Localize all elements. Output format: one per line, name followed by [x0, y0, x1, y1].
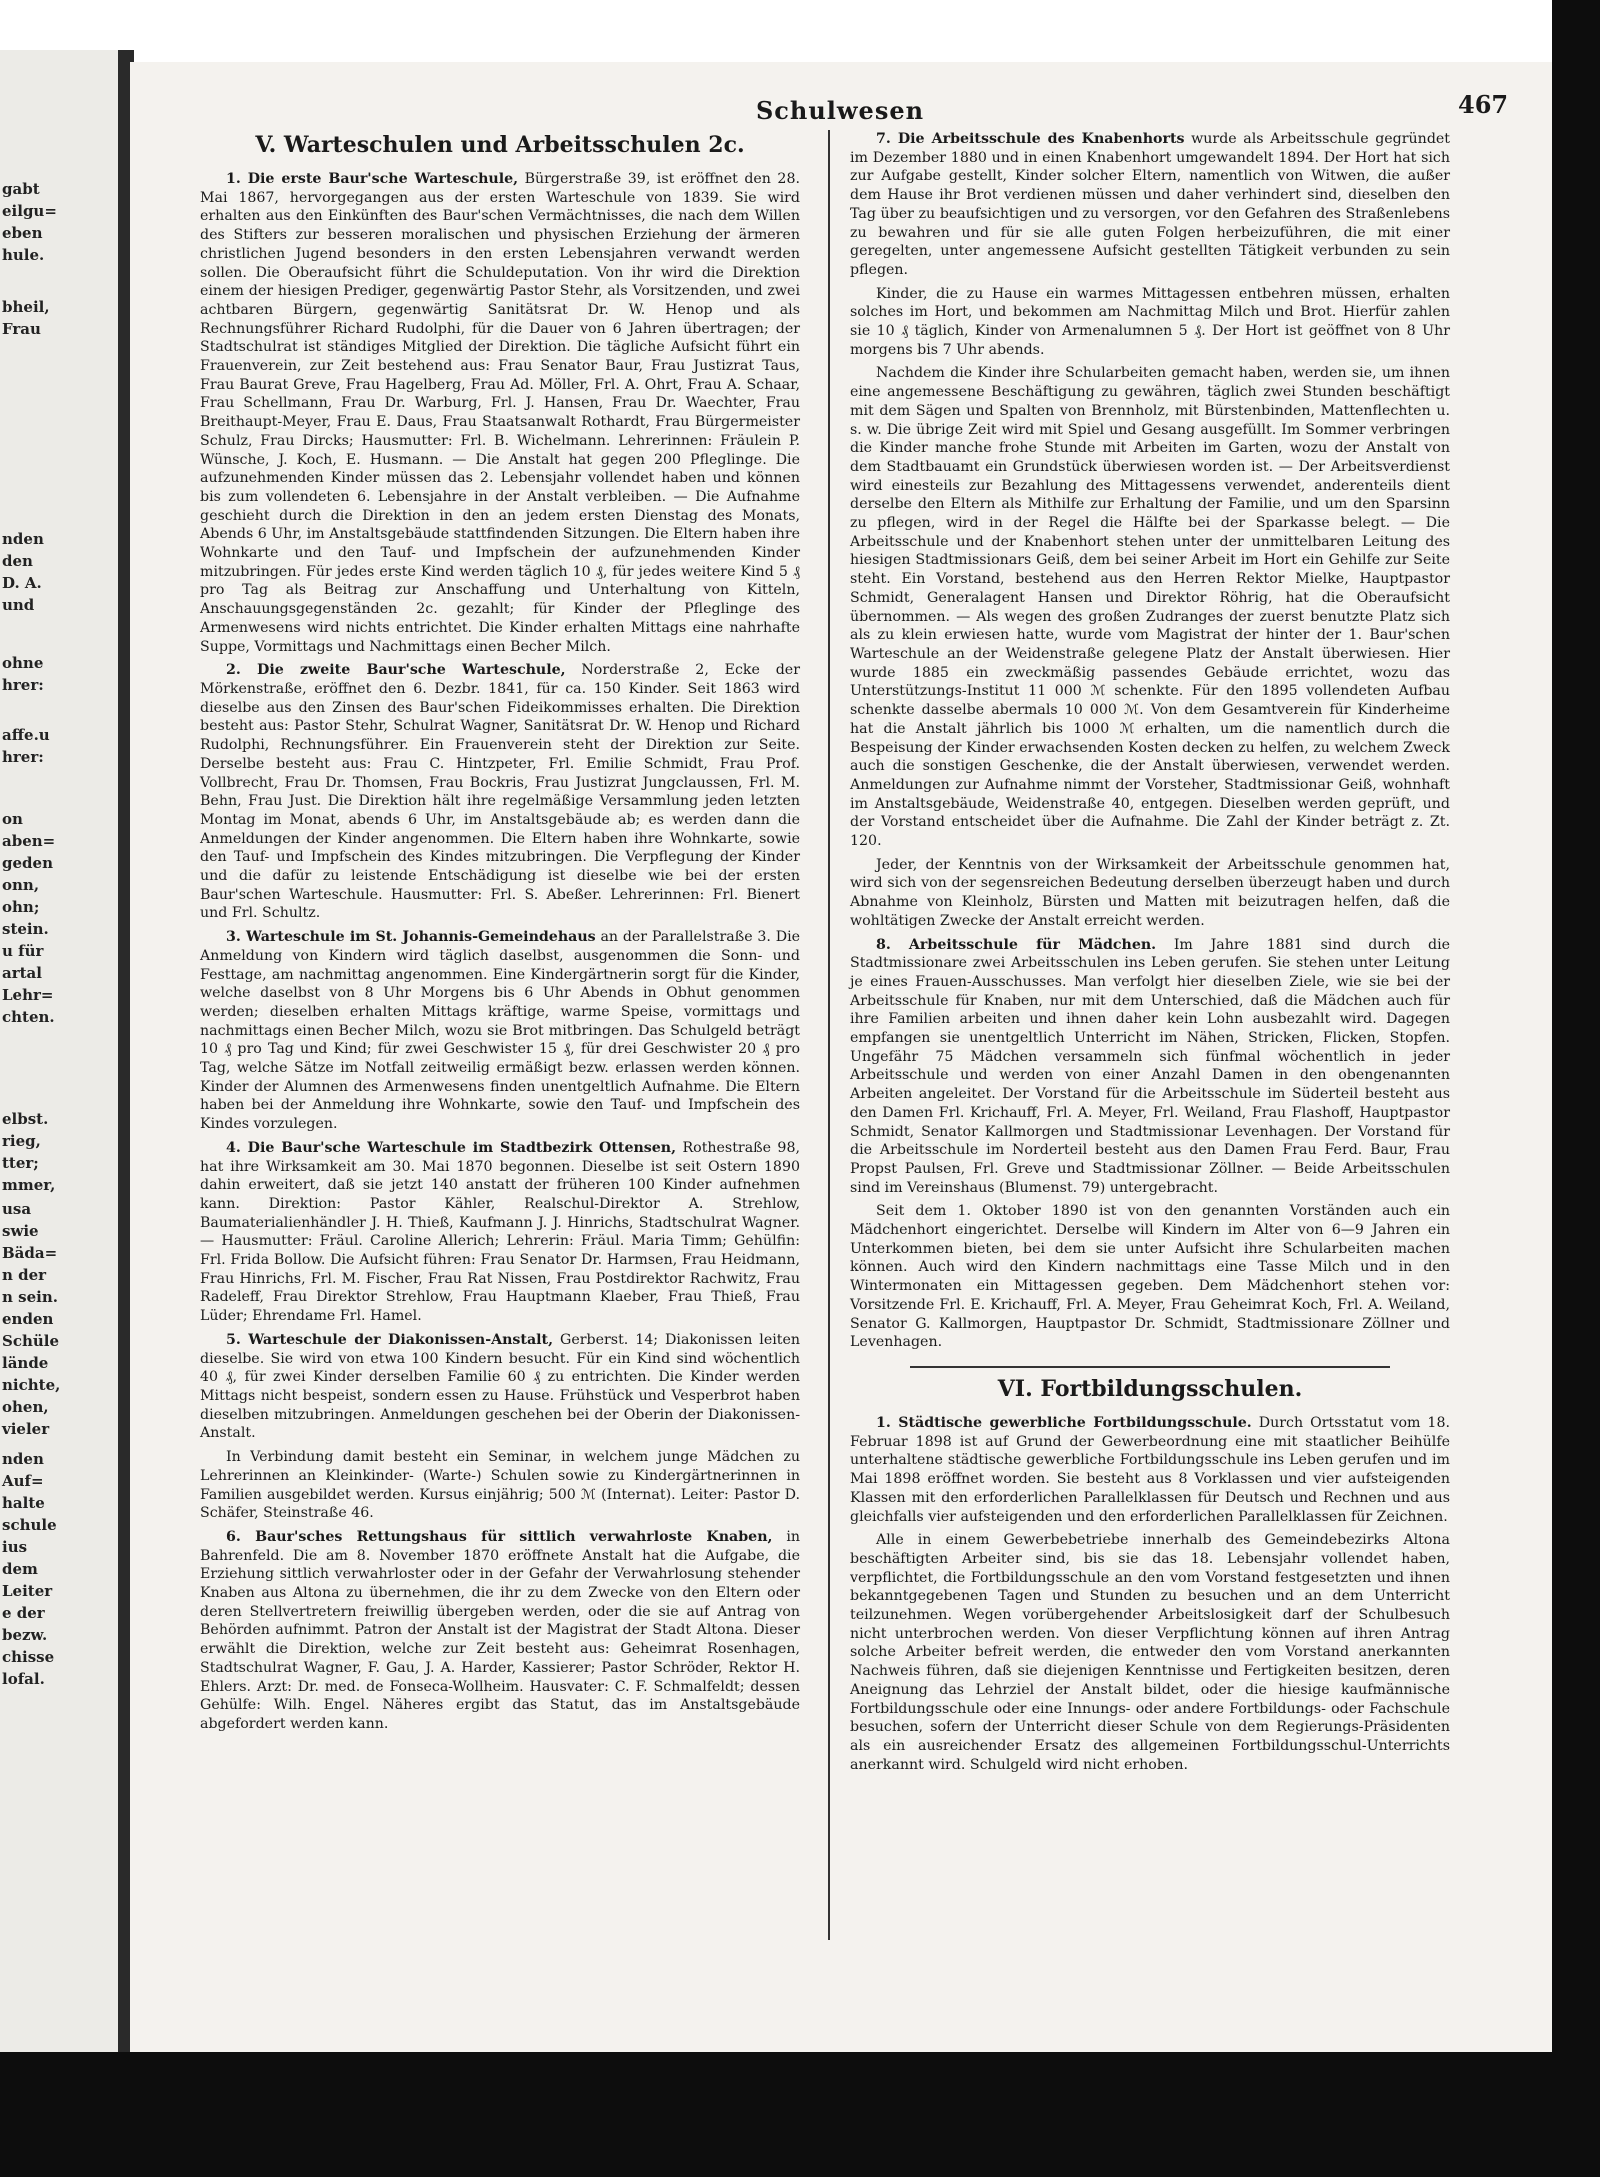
paragraph-lead: 2. Die zweite Baur'sche Warteschule, [226, 662, 566, 679]
prev-page-fragment: D. A. [2, 574, 42, 592]
running-head: Schulwesen [755, 96, 925, 125]
prev-page-fragment: halte [2, 1494, 45, 1512]
paragraph [200, 661, 800, 923]
paragraph-lead: 7. Die Arbeitsschule des Knabenhorts [876, 131, 1185, 147]
paragraph-lead: 3. Warteschule im St. Johannis-Gemeindehaus [226, 929, 596, 946]
prev-page-fragment: gabt [2, 180, 40, 198]
prev-page-fragment: Schüle [2, 1332, 60, 1350]
paragraph-lead: 4. Die Baur'sche Warteschule im Stadtbezirk Ottensen, [226, 1139, 677, 1156]
prev-page-fragment: nden [2, 1450, 44, 1468]
paragraph-text: Rothestraße 98, hat ihre Wirksamkeit am 30. Mai 1870 begonnen. Dieselbe ist seit Ostern 1890 dahin erweitert, daß sie jetzt 140 anstatt der früheren 100 Kinder aufnehmen kann. Direktion: Pastor Kähler, Realschul-Direktor A. Strehlow, Baumaterialienhändler J. H. Thieß, Kaufmann J. J. Hinrichs, Stadtschulrat Wagner. — Hausmutter: Fräul. Caroline Allerich; Lehrerin: Fräul. Maria Timm; Gehülfin: Frl. Frida Bollow. Die Aufsicht führen: Frau Senator Dr. Harmsen, Frau Heidmann, Frau Hinrichs, Frl. M. Fischer, Frau Rat Nissen, Frau Postdirektor Rachwitz, Frau Radeleff, Frau Direktor Strehlow, Frau Hauptmann Klaeber, Frau Thieß, Frau Lüder; Ehrendame Frl. Hamel. [200, 1139, 800, 1325]
prev-page-fragment: n der [2, 1266, 47, 1284]
prev-page-fragment: dem [2, 1560, 38, 1578]
scan-border-right [1552, 0, 1600, 2177]
prev-page-fragment: eilgu= [2, 202, 57, 220]
prev-page-fragment: enden [2, 1310, 54, 1328]
paragraph-text: Durch Ortsstatut vom 18. Februar 1898 ist auf Grund der Gewerbeordnung eine mit staatlicher Beihülfe unterhaltene städtische gewerbliche Fortbildungsschule ins Leben gerufen und im Mai 1898 eröffnet worden. Sie besteht aus 8 Vorklassen und vier aufsteigenden Klassen mit den erforderlichen Parallelklassen für Deutsch und Rechnen und aus gleichfalls vier aufsteigenden und den erforderlichen Parallelklassen für Zeichnen. [850, 1415, 1450, 1525]
scan-border-bottom [0, 2052, 1600, 2177]
prev-page-fragment: Lehr= [2, 986, 54, 1004]
paragraph [850, 856, 1450, 931]
left-column [200, 130, 800, 1739]
prev-page-fragment: chten. [2, 1008, 55, 1026]
prev-page-fragment: geden [2, 854, 53, 872]
prev-page-fragment: affe.u [2, 726, 50, 744]
paragraph-text: Kinder, die zu Hause ein warmes Mittagessen entbehren müssen, erhalten solches im Hort, und bekommen am Nachmittag Milch und Brot. Hierfür zahlen sie 10 ₰ täglich, Kinder von Armenalumnen 5 ₰. Der Hort ist geöffnet von 8 Uhr morgens bis 7 Uhr abends. [850, 285, 1450, 358]
paragraph [200, 1528, 800, 1734]
prev-page-fragment: rieg, [2, 1132, 41, 1150]
paragraph-text: wurde als Arbeitsschule gegründet im Dezember 1880 und in einen Knabenhort umgewandelt 1894. Der Hort hat sich zur Aufgabe gestellt, Kinder solcher Eltern, namentlich von Witwen, die außer dem Hause ihr Brot verdienen müssen und daher verhindert sind, dieselben den Tag über zu beaufsichtigen und zu versorgen, vor den Gefahren des Straßenlebens zu bewahren und für sie alle guten Folgen herbeizuführen, die mit einer geregelten, unter angemessene Aufsicht gestellten Tätigkeit verbunden zu sein pflegen. [850, 131, 1450, 278]
paragraph-lead: 1. Städtische gewerbliche Fortbildungsschule. [876, 1415, 1252, 1431]
prev-page-fragment: Leiter [2, 1582, 53, 1600]
prev-page-fragment: aben= [2, 832, 56, 850]
prev-page-fragment: hrer: [2, 676, 44, 694]
prev-page-fragment: schule [2, 1516, 57, 1534]
paragraph [850, 936, 1450, 1198]
prev-page-fragment: elbst. [2, 1110, 49, 1128]
right-paragraphs-section-v [850, 130, 1450, 1352]
paragraph-lead: 1. Die erste Baur'sche Warteschule, [226, 171, 519, 187]
prev-page-fragment: stein. [2, 920, 49, 938]
left-paragraphs [200, 170, 800, 1734]
prev-page-fragment: bezw. [2, 1626, 48, 1644]
prev-page-fragment: hule. [2, 246, 45, 264]
previous-page-strip [0, 50, 118, 2052]
prev-page-fragment: n sein. [2, 1288, 58, 1306]
paragraph-text: Nachdem die Kinder ihre Schularbeiten gemacht haben, werden sie, um ihnen eine angemessene Beschäftigung zu gewähren, täglich zwei Stunden beschäftigt mit dem Sägen und Spalten von Brennholz, mit Bürstenbinden, Mattenflechten u. s. w. Die übrige Zeit wird mit Spiel und Gesang ausgefüllt. Im Sommer verbringen die Kinder manche frohe Stunde mit Arbeiten im Garten, wozu der Anstalt von dem Stadtbauamt ein Grundstück überwiesen worden ist. — Der Arbeitsverdienst wird einesteils zur Bezahlung des Mittagessens verwendet, anderenteils dient derselbe den Eltern als Mithilfe zur Erhaltung der Familie, und um den Sparsinn zu pflegen, wird in der Regel die Hälfte bei der Sparkasse belegt. — Die Arbeitsschule und der Knabenhort stehen unter der unmittelbaren Leitung des hiesigen Stadtmissionars Geiß, dem bei seiner Arbeit im Hort ein Gehilfe zur Seite steht. Ein Vorstand, bestehend aus den Herren Rektor Mielke, Hauptpastor Schmidt, Generalagent Hansen und Direktor Röhrig, hat die Oberaufsicht übernommen. — Als wegen des großen Zudranges der zuerst benutzte Platz sich als zu klein erwiesen hatte, wurde vom Magistrat der hinter der 1. Baur'schen Warteschule an der Weidenstraße gelegene Platz der Anstalt überwiesen. Hier wurde 1885 ein zweckmäßig passendes Gebäude errichtet, wozu das Unterstützungs-Institut 11 000 ℳ schenkte. Für den 1895 vollendeten Aufbau schenkte dasselbe abermals 10 000 ℳ. Von dem Gesamtverein für Kinderheime hat die Anstalt jährlich bis 1000 ℳ erhalten, um die namentlich durch die Bespeisung der Kinder erwachsenden Kosten decken zu helfen, zu welchem Zweck auch die sonstigen Geschenke, die der Anstalt überwiesen, verwendet werden. Anmeldungen zur Aufnahme nimmt der Vorsteher, Stadtmissionar Geiß, wohnhaft im Anstaltsgebäude, Weidenstraße 40, entgegen. Dieselben werden geprüft, und der Vorstand entscheidet über die Aufnahme. Die Zahl der Kinder beträgt z. Zt. 120. [850, 365, 1450, 850]
paragraph [850, 1414, 1450, 1526]
paragraph [850, 1202, 1450, 1352]
paragraph-text: Seit dem 1. Oktober 1890 ist von den genannten Vorständen auch ein Mädchenhort eingerichtet. Derselbe will Kindern im Alter von 6—9 Jahren ein Unterkommen bieten, bei dem sie unter Aufsicht ihre Schularbeiten machen können. Auch wird den Kindern nachmittags eine Tasse Milch und in den Wintermonaten ein Mittagessen gegeben. Dem Mädchenhort stehen vor: Vorsitzende Frl. E. Krichauff, Frl. A. Meyer, Frau Geheimrat Koch, Frl. A. Weiland, Senator G. Kallmorgen, Hauptpastor Dr. Schmidt, Stadtmissionare Zöllner und Levenhagen. [850, 1203, 1450, 1351]
right-paragraphs-section-vi [850, 1414, 1450, 1774]
paragraph-text: Gerberst. 14; Diakonissen leiten dieselbe. Sie wird von etwa 100 Kindern besucht. Für ein Kind sind wöchentlich 40 ₰, für zwei Kinder derselben Familie 60 ₰ zu entrichten. Die Kinder werden Mittags nicht bespeist, sondern essen zu Hause. Frühstück und Vesperbrot haben dieselben mitzubringen. Anmeldungen geschehen bei der Oberin der Diakonissen-Anstalt. [200, 1331, 800, 1442]
prev-page-fragment: lände [2, 1354, 49, 1372]
paragraph [200, 1448, 800, 1523]
prev-page-fragment: lofal. [2, 1670, 45, 1688]
prev-page-fragment: e der [2, 1604, 45, 1622]
prev-page-fragment: mmer, [2, 1176, 56, 1194]
paragraph [200, 170, 800, 656]
page-number: 467 [1458, 90, 1509, 119]
paragraph-text: Jeder, der Kenntnis von der Wirksamkeit der Arbeitsschule genommen hat, wird sich von der segensreichen Bedeutung derselben überzeugt haben und durch Abnahme von Kleinholz, Bürsten und Matten mit beizutragen helfen, daß die wohltätigen Zwecke der Anstalt erreicht werden. [850, 856, 1450, 929]
paragraph-lead: 5. Warteschule der Diakonissen-Anstalt, [226, 1331, 554, 1348]
prev-page-fragment: artal [2, 964, 42, 982]
paragraph-text: Bürgerstraße 39, ist eröffnet den 28. Mai 1867, hervorgegangen aus der ersten Warteschule von 1839. Sie wird erhalten aus den Einkünften des Baur'schen Vermächtnisses, die nach dem Willen des Stifters zur besseren moralischen und physischen Erziehung der ärmeren christlichen Jugend besonders in den ersten Lebensjahren verwandt werden sollen. Die Oberaufsicht führt die Schuldeputation. Von ihr wird die Direktion einem der hiesigen Prediger, gegenwärtig Pastor Stehr, als Vorsitzenden, und zwei achtbaren Bürgern, gegenwärtig Sanitätsrat Dr. W. Henop und als Rechnungsführer Richard Rudolphi, für die Dauer von 6 Jahren übertragen; der Stadtschulrat ist ständiges Mitglied der Direktion. Die tägliche Aufsicht führt ein Frauenverein, zur Zeit bestehend aus: Frau Senator Baur, Frau Justizrat Taus, Frau Baurat Greve, Frau Hagelberg, Frau Ad. Möller, Frl. A. Ohrt, Frau A. Schaar, Frau Schellmann, Frau Dr. Warburg, Frl. J. Hansen, Frau Dr. Waechter, Frau Breithaupt-Meyer, Frau E. Daus, Frau Staatsanwalt Rothardt, Frau Bürgermeister Schulz, Frau Dircks; Hausmutter: Frl. B. Wichelmann. Lehrerinnen: Fräulein P. Wünsche, J. Koch, E. Husmann. — Die Anstalt hat gegen 200 Pfleglinge. Die aufzunehmenden Kinder müssen das 2. Lebensjahr vollendet haben und können bis zum vollendeten 6. Lebensjahre in der Anstalt verbleiben. — Die Aufnahme geschieht durch die Direktion in den an jedem ersten Dienstag des Monats, Abends 6 Uhr, im Anstaltsgebäude stattfindenden Sitzungen. Die Eltern haben ihre Wohnkarte und den Tauf- und Impfschein der aufzunehmenden Kinder mitzubringen. Für jedes erste Kind werden täglich 10 ₰, für jedes weitere Kind 5 ₰ pro Tag als Beitrag zur Anschaffung und Unterhaltung von Kitteln, Anschauungsgegenständen 2c. gezahlt; für Kinder der Pfleglinge des Armenwesens wird nichts entrichtet. Die Kinder erhalten Mittags eine nahrhafte Suppe, Vormittags und Nachmittags einen Becher Milch. [200, 171, 800, 655]
paragraph-text: Norderstraße 2, Ecke der Mörkenstraße, eröffnet den 6. Dezbr. 1841, für ca. 150 Kinder. Seit 1863 wird dieselbe aus den Zinsen des Baur'schen Fideikommisses erhalten. Die Direktion besteht aus: Pastor Stehr, Schulrat Wagner, Sanitätsrat Dr. W. Henop und Richard Rudolphi, Rechnungsführer. Ein Frauenverein steht der Direktion zur Seite. Derselbe besteht aus: Frau C. Hintzpeter, Frl. Emilie Schmidt, Frau Prof. Vollbrecht, Frau Dr. Thomsen, Frau Bockris, Frau Justizrat Jungclaussen, Frl. M. Behn, Frau Just. Die Direktion hält ihre regelmäßige Versammlung jeden letzten Montag im Monat, abends 6 Uhr, im Anstaltsgebäude ab; es werden dann die Anmeldungen der Kinder angenommen. Die Eltern haben ihre Wohnkarte, sowie den Tauf- und Impfschein des Kindes mitzubringen. Die Verpflegung der Kinder und die dafür zu leistende Entschädigung ist dieselbe wie bei der ersten Baur'schen Warteschule. Hausmutter: Frl. S. Abeßer. Lehrerinnen: Frl. Bienert und Frl. Schultz. [200, 662, 800, 922]
prev-page-fragment: den [2, 552, 33, 570]
prev-page-fragment: hrer: [2, 748, 44, 766]
prev-page-fragment: nden [2, 530, 44, 548]
paragraph [850, 1531, 1450, 1774]
paragraph [200, 1331, 800, 1443]
prev-page-fragment: usa [2, 1200, 32, 1218]
prev-page-fragment: chisse [2, 1648, 55, 1666]
prev-page-fragment: on [2, 810, 23, 828]
prev-page-fragment: und [2, 596, 35, 614]
paragraph-text: Im Jahre 1881 sind durch die Stadtmissionare zwei Arbeitsschulen ins Leben gerufen. Sie stehen unter Leitung je eines Frauen-Ausschusses. Man verfolgt hier dieselben Ziele, wie sie bei der Arbeitsschule für Knaben, nur mit dem Unterschied, daß die Mädchen auch für ihre Familien arbeiten und ihnen daher kein Lohn ausbezahlt wird. Dagegen empfangen sie unentgeltlich Unterricht im Nähen, Stricken, Flicken, Stopfen. Ungefähr 75 Mädchen versammeln sich fünfmal wöchentlich in jeder Arbeitsschule und werden von einer Anzahl Damen in den obengenannten Arbeiten angeleitet. Der Vorstand für die Arbeitsschule im Süderteil besteht aus den Damen Frl. Krichauff, Frl. A. Meyer, Frl. Weiland, Frau Flashoff, Hauptpastor Schmidt, Senator Kallmorgen und Stadtmissionar Levenhagen. Der Vorstand für die Arbeitsschule im Norderteil besteht aus den Damen Frau Ferd. Baur, Frau Propst Paulsen, Frl. Greve und Stadtmissionar Zöllner. — Beide Arbeitsschulen sind im Vereinshaus (Blumenst. 79) untergebracht. [850, 936, 1451, 1196]
paragraph-text: an der Parallelstraße 3. Die Anmeldung von Kindern wird täglich daselbst, ausgenommen die Sonn- und Festtage, am nachmittag angenommen. Eine Kindergärtnerin sorgt für die Kinder, welche daselbst von 8 Uhr Morgens bis 6 Uhr Abends in Obhut genommen werden; dieselben erhalten Mittags kräftige, warme Speise, vormittags und nachmittags einen Becher Milch, wozu sie Brot mitbringen. Das Schulgeld beträgt 10 ₰ pro Tag und Kind; für zwei Geschwister 15 ₰, für drei Geschwister 20 ₰ pro Tag, welche Sätze im Notfall zeitweilig ermäßigt bezw. erlassen werden können. Kinder der Alumnen des Armenwesens finden unentgeltlich Aufnahme. Die Eltern haben bei der Anmeldung ihre Wohnkarte, sowie den Tauf- und Impfschein des Kindes vorzulegen. [200, 929, 801, 1133]
section-vi-title: VI. Fortbildungsschulen. [997, 1376, 1303, 1402]
prev-page-fragment: swie [2, 1222, 39, 1240]
paragraph [200, 1139, 800, 1326]
column-divider [828, 130, 830, 1940]
section-v-title: V. Warteschulen und Arbeitsschulen 2c. [255, 132, 745, 158]
prev-page-fragment: ohne [2, 654, 44, 672]
prev-page-fragment: bheil, [2, 298, 50, 316]
right-column [850, 130, 1450, 1779]
prev-page-fragment: ohen, [2, 1398, 49, 1416]
section-rule [910, 1366, 1390, 1368]
paragraph [850, 130, 1450, 280]
paragraph-text: In Verbindung damit besteht ein Seminar, in welchem junge Mädchen zu Lehrerinnen an Kleinkinder- (Warte-) Schulen sowie zu Kindergärtnerinnen in Familien ausgebildet werden. Kursus einjährig; 500 ℳ (Internat). Leiter: Pastor D. Schäfer, Steinstraße 46. [200, 1449, 800, 1522]
prev-page-fragment: eben [2, 224, 43, 242]
prev-page-fragment: nichte, [2, 1376, 61, 1394]
paragraph-lead: 6. Baur'sches Rettungshaus für sittlich verwahrloste Knaben, [226, 1528, 773, 1545]
prev-page-fragment: Frau [2, 320, 41, 338]
prev-page-fragment: tter; [2, 1154, 39, 1172]
paragraph [200, 928, 800, 1134]
paragraph-lead: 8. Arbeitsschule für Mädchen. [876, 936, 1157, 953]
prev-page-fragment: ius [2, 1538, 28, 1556]
paragraph-text: in Bahrenfeld. Die am 8. November 1870 eröffnete Anstalt hat die Aufgabe, die Erziehung sittlich verwahrloster oder in der Gefahr der Verwahrlosung stehender Knaben aus Altona zu übernehmen, die ihr zu dem Zwecke von den Eltern oder deren Stellvertretern freiwillig übergeben werden, oder die sie auf Antrag von Behörden aufnimmt. Patron der Anstalt ist der Magistrat der Stadt Altona. Dieser erwählt die Direktion, welche zur Zeit besteht aus: Geheimrat Rosenhagen, Stadtschulrat Wagner, F. Gau, J. A. Harder, Kassierer; Pastor Schröder, Rektor H. Ehlers. Arzt: Dr. med. de Fonseca-Wollheim. Hausvater: C. F. Schmalfeldt; dessen Gehülfe: Wilh. Engel. Näheres ergibt das Statut, das im Anstaltsgebäude abgefordert werden kann. [200, 1528, 800, 1732]
prev-page-fragment: Auf= [2, 1472, 44, 1490]
paragraph-text: Alle in einem Gewerbebetriebe innerhalb des Gemeindebezirks Altona beschäftigten Arbeiter sind, bis sie das 18. Lebensjahr vollendet haben, verpflichtet, die Fortbildungsschule an den vom Vorstand festgesetzten und ihnen bekanntgegebenen Tagen und Stunden zu besuchen und an dem Unterricht teilzunehmen. Wegen vorübergehender Arbeitslosigkeit darf der Schulbesuch nicht unterbrochen werden. Von dieser Verpflichtung können auf ihren Antrag solche Arbeiter befreit werden, die entweder den vom Vorstand anerkannten Nachweis führen, daß sie diejenigen Kenntnisse und Fertigkeiten besitzen, deren Aneignung das Lehrziel der Anstalt bildet, oder die hiesige kaufmännische Fortbildungsschule oder eine Innungs- oder andere Fortbildungs- oder Fachschule besuchen, sofern der Unterricht dieser Schule von dem Regierungs-Präsidenten als ein ausreichender Ersatz des allgemeinen Fortbildungsschul-Unterrichts anerkannt wird. Schulgeld wird nicht erhoben. [850, 1532, 1450, 1773]
prev-page-fragment: u für [2, 942, 44, 960]
paragraph [850, 364, 1450, 850]
prev-page-fragment: onn, [2, 876, 40, 894]
prev-page-fragment: Bäda= [2, 1244, 58, 1262]
prev-page-fragment: vieler [2, 1420, 50, 1438]
prev-page-fragment: ohn; [2, 898, 40, 916]
paragraph [850, 285, 1450, 360]
